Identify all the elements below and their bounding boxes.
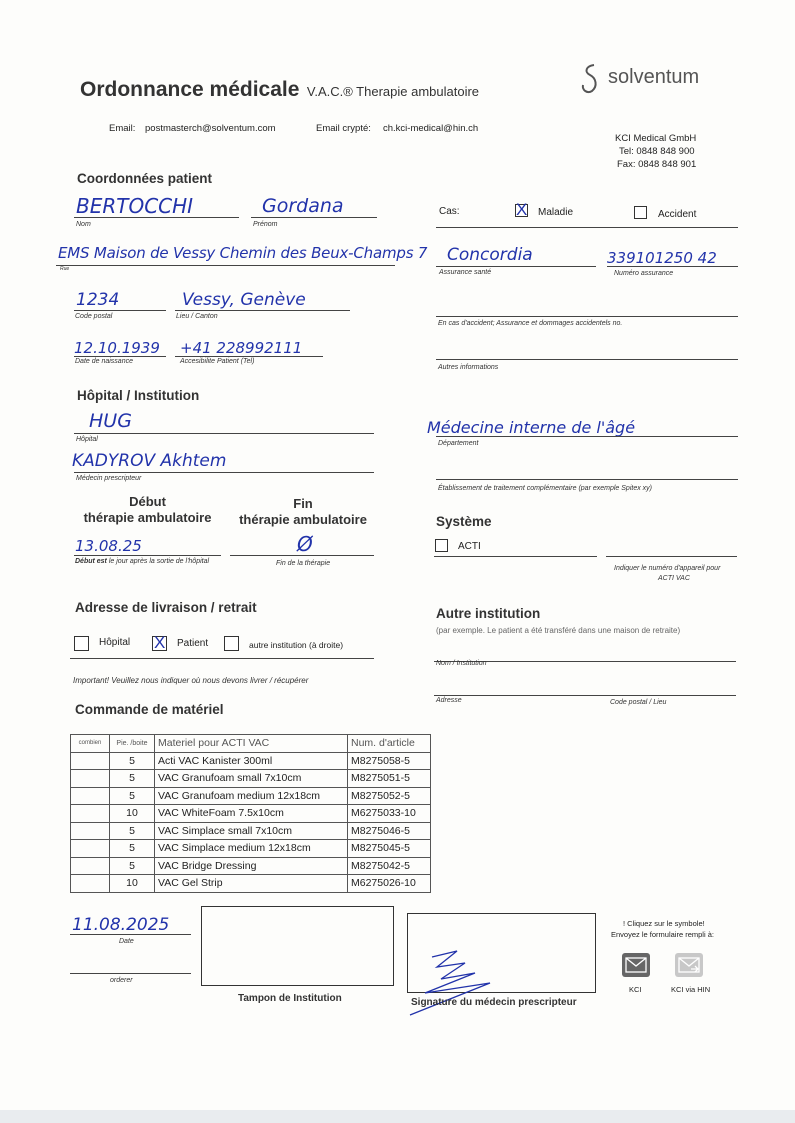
- email-link[interactable]: postmasterch@solventum.com: [145, 123, 276, 134]
- table-row: [71, 752, 431, 770]
- table-row: [71, 840, 431, 858]
- checkmark-x: X: [154, 633, 166, 652]
- code-postal-label: Code postal: [75, 313, 113, 320]
- livraison-section-title: Adresse de livraison / retrait: [75, 600, 257, 615]
- pieces-cell: 5: [110, 770, 155, 788]
- rue-value[interactable]: EMS Maison de Vessy Chemin des Beux-Champs 7: [58, 244, 428, 262]
- brand-logo: [578, 62, 606, 101]
- acti-checkbox[interactable]: [435, 539, 448, 552]
- document-title: [80, 78, 479, 102]
- hopital-label: Hôpital: [76, 436, 98, 443]
- hopital-value[interactable]: HUG: [89, 410, 132, 432]
- materiel-cell: VAC Simplace medium 12x18cm: [155, 840, 348, 858]
- envelope-icon: [625, 957, 647, 973]
- debut-value[interactable]: 13.08.25: [75, 537, 142, 555]
- pieces-cell: 5: [110, 840, 155, 858]
- table-header-row: [71, 735, 431, 753]
- autre-institution-title: Autre institution: [436, 606, 541, 621]
- fin-value[interactable]: Ø: [297, 532, 313, 556]
- fin-heading: [230, 496, 376, 528]
- header-materiel: Materiel pour ACTI VAC: [155, 735, 348, 753]
- code-lieu-label: Code postal / Lieu: [610, 699, 667, 706]
- lieu-value[interactable]: Vessy, Genève: [182, 290, 306, 310]
- orderer-label: orderer: [110, 977, 133, 984]
- tampon-label: Tampon de Institution: [238, 993, 342, 1004]
- tel-value[interactable]: +41 228992111: [180, 339, 303, 357]
- envelope-forward-icon: [678, 957, 700, 973]
- cas-label: Cas:: [439, 206, 460, 217]
- autres-informations-label: Autres informations: [438, 364, 499, 371]
- checkmark-x: X: [516, 200, 528, 219]
- table-row: [71, 875, 431, 893]
- header-article: Num. d'article: [348, 735, 431, 753]
- kci-label: KCI: [629, 985, 642, 994]
- commande-section-title: Commande de matériel: [75, 702, 224, 717]
- table-row: [71, 787, 431, 805]
- table-row: [71, 822, 431, 840]
- solventum-logo-icon: [578, 62, 606, 96]
- fin-line1: Fin: [293, 496, 313, 511]
- company-name: KCI Medical GmbH: [615, 133, 697, 144]
- tampon-box[interactable]: [201, 906, 394, 986]
- scan-edge: [0, 1110, 795, 1123]
- table-row: [71, 857, 431, 875]
- debut-line1: Début: [129, 494, 166, 509]
- systeme-note-line2: ACTI VAC: [658, 575, 690, 582]
- materiel-cell: VAC Gel Strip: [155, 875, 348, 893]
- patient-section-title: Coordonnées patient: [77, 171, 213, 186]
- prenom-label: Prénom: [253, 221, 278, 228]
- assurance-value[interactable]: Concordia: [447, 245, 533, 265]
- header-pieces: Pie. /boite: [110, 735, 155, 753]
- header-combien: combien: [71, 735, 110, 753]
- numero-assurance-value[interactable]: 339101250 42: [607, 249, 717, 267]
- code-postal-value[interactable]: 1234: [76, 290, 120, 310]
- debut-caption-bold: Début est: [75, 558, 107, 565]
- assurance-label: Assurance santé: [439, 269, 492, 276]
- qty-cell[interactable]: [71, 875, 110, 893]
- autre-institution-note: (par exemple. Le patient a été transféré dans une maison de retraite): [436, 626, 681, 635]
- accident-note: En cas d'accident; Assurance et dommages accidentels no.: [438, 320, 623, 327]
- livraison-patient-label: Patient: [177, 638, 209, 649]
- kci-hin-label: KCI via HIN: [671, 985, 711, 994]
- cliquez-note: ! Cliquez sur le symbole!: [623, 919, 705, 928]
- materiel-cell: VAC WhiteFoam 7.5x10cm: [155, 805, 348, 823]
- systeme-note-line1: Indiquer le numéro d'appareil pour: [614, 565, 721, 572]
- qty-cell[interactable]: [71, 805, 110, 823]
- systeme-section-title: Système: [436, 514, 492, 529]
- article-cell: M6275033-10: [348, 805, 431, 823]
- qty-cell[interactable]: [71, 787, 110, 805]
- adresse-label: Adresse: [436, 697, 462, 704]
- prenom-value[interactable]: Gordana: [262, 195, 344, 217]
- table-row: [71, 770, 431, 788]
- email-label: Email:: [109, 123, 136, 134]
- pieces-cell: 5: [110, 787, 155, 805]
- pieces-cell: 10: [110, 805, 155, 823]
- nom-institution-label: Nom / Institution: [436, 660, 487, 667]
- livraison-patient-checkbox[interactable]: [152, 633, 167, 652]
- livraison-autre-checkbox[interactable]: [224, 636, 239, 651]
- qty-cell[interactable]: [71, 840, 110, 858]
- signature-label: Signature du médecin prescripteur: [411, 997, 577, 1008]
- pieces-cell: 5: [110, 752, 155, 770]
- departement-label: Département: [438, 440, 479, 447]
- livraison-autre-label: autre institution (à droite): [249, 640, 344, 650]
- article-cell: M8275045-5: [348, 840, 431, 858]
- email-crypt-label: Email crypté:: [316, 123, 371, 134]
- materiel-cell: VAC Bridge Dressing: [155, 857, 348, 875]
- table-row: [71, 805, 431, 823]
- rue-label: Rue: [60, 266, 70, 272]
- accident-label: Accident: [658, 209, 697, 220]
- article-cell: M6275026-10: [348, 875, 431, 893]
- naissance-label: Date de naissance: [75, 358, 133, 365]
- naissance-value[interactable]: 12.10.1939: [74, 339, 160, 357]
- important-note: Important! Veuillez nous indiquer où nous devons livrer / récupérer: [73, 676, 309, 685]
- subtitle-text: V.A.C.® Therapie ambulatoire: [306, 84, 480, 99]
- materiel-table: [70, 734, 431, 893]
- materiel-cell: VAC Granufoam small 7x10cm: [155, 770, 348, 788]
- accident-checkbox[interactable]: [634, 206, 647, 219]
- materiel-cell: VAC Granufoam medium 12x18cm: [155, 787, 348, 805]
- tel-label: Accesibilite Patient (Tel): [180, 358, 255, 365]
- company-tel: Tel: 0848 848 900: [619, 146, 695, 157]
- materiel-cell: Acti VAC Kanister 300ml: [155, 752, 348, 770]
- hopital-section-title: Hôpital / Institution: [77, 388, 200, 403]
- medecin-value[interactable]: KADYROV Akhtem: [72, 451, 227, 471]
- date-value[interactable]: 11.08.2025: [72, 915, 170, 935]
- nom-label: Nom: [76, 221, 91, 228]
- materiel-cell: VAC Simplace small 7x10cm: [155, 822, 348, 840]
- kci-hin-email-button[interactable]: [675, 953, 703, 977]
- debut-line2: thérapie ambulatoire: [83, 510, 212, 525]
- qty-cell[interactable]: [71, 822, 110, 840]
- article-cell: M8275052-5: [348, 787, 431, 805]
- qty-cell[interactable]: [71, 770, 110, 788]
- kci-email-button[interactable]: [622, 953, 650, 977]
- fin-line2: thérapie ambulatoire: [239, 512, 367, 527]
- debut-heading: [75, 494, 220, 526]
- title-text: Ordonnance médicale: [80, 78, 300, 101]
- acti-label: ACTI: [458, 541, 481, 552]
- departement-value[interactable]: Médecine interne de l'âgé: [427, 418, 636, 437]
- numero-assurance-label: Numéro assurance: [614, 270, 674, 277]
- date-label: Date: [119, 938, 134, 945]
- fin-caption: Fin de la thérapie: [276, 560, 331, 567]
- pieces-cell: 10: [110, 875, 155, 893]
- lieu-label: Lieu / Canton: [176, 313, 218, 320]
- medecin-label: Médecin prescripteur: [76, 475, 142, 482]
- pieces-cell: 5: [110, 857, 155, 875]
- nom-value[interactable]: BERTOCCHI: [76, 194, 194, 218]
- company-fax: Fax: 0848 848 901: [617, 159, 697, 170]
- signature-scribble: [405, 945, 505, 1020]
- pieces-cell: 5: [110, 822, 155, 840]
- livraison-hopital-checkbox[interactable]: [74, 636, 89, 651]
- qty-cell[interactable]: [71, 857, 110, 875]
- debut-caption: [75, 558, 209, 565]
- maladie-label: Maladie: [538, 207, 574, 218]
- livraison-hopital-label: Hôpital: [99, 637, 131, 648]
- maladie-checkbox[interactable]: [515, 200, 528, 219]
- brand-name: solventum: [608, 66, 700, 88]
- email-crypt-link[interactable]: ch.kci-medical@hin.ch: [383, 123, 479, 134]
- article-cell: M8275042-5: [348, 857, 431, 875]
- etablissement-label: Établissement de traitement complémentaire (par exemple Spitex xy): [438, 485, 652, 492]
- article-cell: M8275058-5: [348, 752, 431, 770]
- envoyez-note: Envoyez le formulaire rempli à:: [611, 930, 714, 939]
- article-cell: M8275046-5: [348, 822, 431, 840]
- debut-caption-rest: le jour après la sortie de l'hôpital: [108, 558, 210, 565]
- article-cell: M8275051-5: [348, 770, 431, 788]
- qty-cell[interactable]: [71, 752, 110, 770]
